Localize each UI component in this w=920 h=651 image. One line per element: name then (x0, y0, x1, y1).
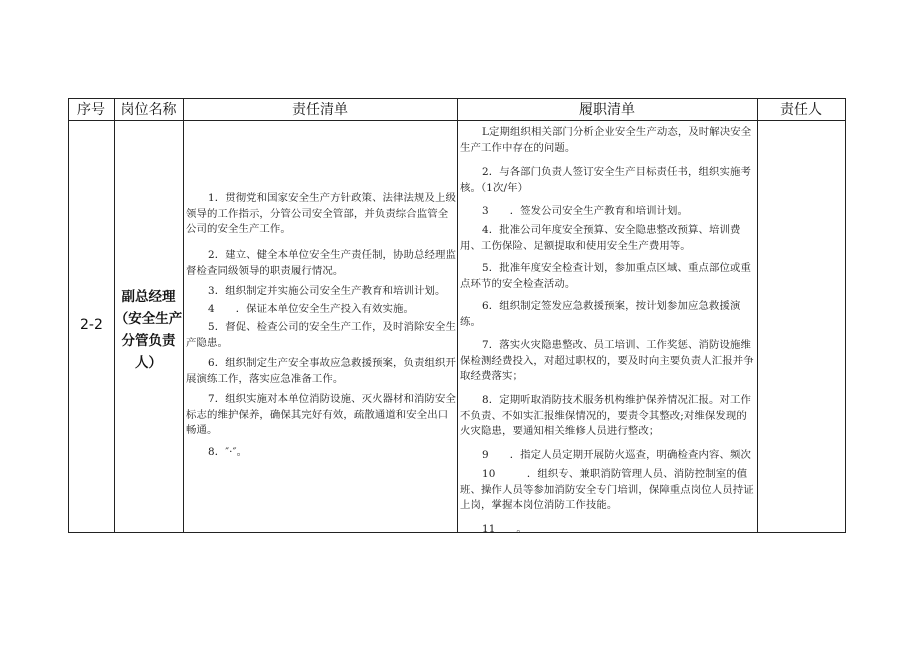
duty-item: 11 。 (482, 523, 527, 532)
table-border-right (845, 98, 846, 533)
duty-item: 9 ．指定人员定期开展防火巡查，明确检查内容、频次 (482, 449, 751, 461)
post-line-3: 分管负责 (121, 333, 176, 349)
header-owner: 责任人 (780, 102, 822, 118)
post-line-4: 人） (135, 355, 162, 371)
duty-item-clipped (460, 522, 756, 532)
header-responsibility: 责任清单 (292, 102, 348, 118)
responsibility-item: 6．组织制定生产安全事故应急救援预案，负责组织开展演练工作，落实应急准备工作。 (186, 357, 456, 385)
duty-item: 8．定期听取消防技术服务机构维护保养情况汇报。对工作不负责、不如实汇报维保情况的，要责令其整改;对维保发现的火灾隐患，要通知相关维修人员进行整改； (460, 394, 751, 438)
duty-item: 7．落实火灾隐患整改、员工培训、工作奖惩、消防设施维保检测经费投入，对超过职权的，要及时向主要负责人汇报并争取经费落实； (460, 339, 754, 383)
responsibility-item: 4 ．保证本单位安全生产投入有效实施。 (208, 303, 415, 315)
duty-item: 4．批准公司年度安全预算、安全隐患整改预算、培训费用、工伤保险、足额提取和使用安全生产费用等。 (460, 224, 741, 252)
duty-item: 5．批准年度安全检查计划，参加重点区域、重点部位或重点环节的安全检查活动。 (460, 262, 751, 290)
table-border-left (68, 98, 69, 533)
col-divider-3 (457, 98, 458, 533)
header-duty: 履职清单 (579, 102, 635, 118)
col-divider-2 (183, 98, 184, 533)
responsibility-item: 8．″·″。 (208, 446, 248, 458)
col-divider-4 (757, 98, 758, 533)
row-seq: 2-2 (80, 317, 103, 333)
responsibility-item: 2．建立、健全本单位安全生产责任制，协助总经理监督检查同级领导的职责履行情况。 (186, 249, 456, 277)
duty-item: 10 ．组织专、兼职消防管理人员、消防控制室的值班、操作人员等参加消防安全专门培训，保障重点岗位人员持证上岗，掌握本岗位消防工作技能。 (460, 468, 754, 512)
responsibility-item: 3．组织制定并实施公司安全生产教育和培训计划。 (208, 285, 446, 297)
duty-item: 3 ．签发公司安全生产教育和培训计划。 (482, 205, 689, 217)
post-line-2: （安全生产 (114, 311, 183, 327)
row-post-name (114, 286, 183, 374)
header-post: 岗位名称 (120, 102, 177, 118)
duty-item: 2．与各部门负责人签订安全生产目标责任书，组织实施考核。（1次/年） (460, 166, 751, 194)
responsibility-item: 5．督促、检查公司的安全生产工作，及时消除安全生产隐患。 (186, 321, 456, 349)
duty-item: L定期组织相关部门分析企业安全生产动态，及时解决安全生产工作中存在的问题。 (460, 126, 752, 154)
responsibility-item: 7．组织实施对本单位消防设施、灭火器材和消防安全标志的维护保养，确保其完好有效，疏散通道和安全出口畅通。 (186, 393, 456, 437)
header-seq: 序号 (77, 102, 105, 118)
post-line-1: 副总经理 (121, 289, 176, 305)
responsibility-item: 1．贯彻党和国家安全生产方针政策、法律法规及上级领导的工作指示，分管公司安全管部，并负责综合监管全公司的安全生产工作。 (186, 192, 456, 236)
duty-item: 6．组织制定签发应急救援预案，按计划参加应急救援演练。 (460, 300, 741, 328)
